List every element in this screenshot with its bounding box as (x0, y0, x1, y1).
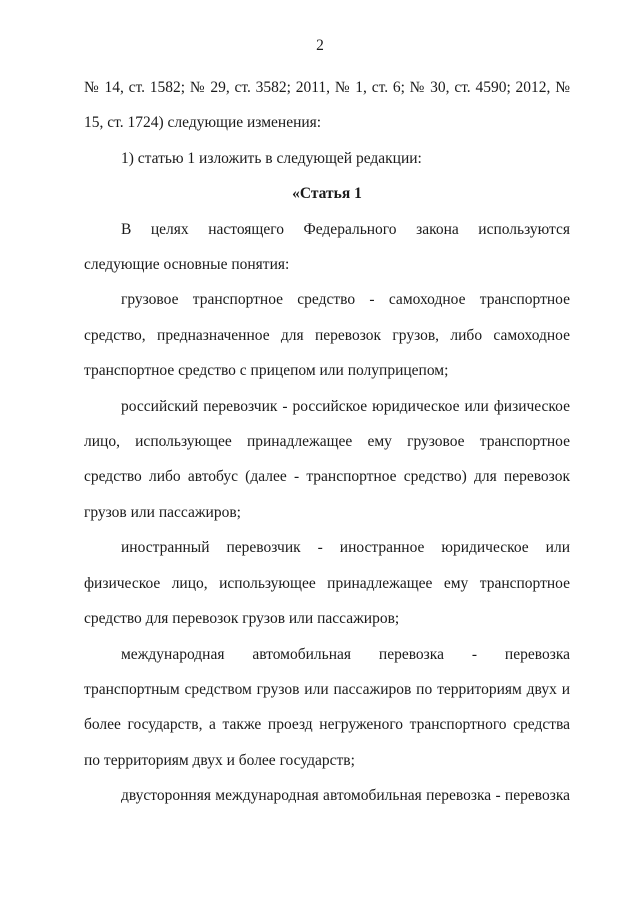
paragraph-definition-cargo-vehicle: грузовое транспортное средство - самоходное транспортное средство, предназначенное для перевозок грузов, либо самоходное транспортное средство с прицепом или полуприцепом; (84, 291, 570, 380)
page-number: 2 (316, 37, 324, 54)
paragraph-definition-international-transport: международная автомобильная перевозка - перевозка транспортным средством грузов или пассажиров по территориям двух и более государств, а также проезд негруженого транспортного средства по территориям двух и более государств; (84, 645, 570, 769)
article-heading: «Статья 1 (292, 185, 362, 203)
paragraph-continuation: № 14, ст. 1582; № 29, ст. 3582; 2011, № 1, ст. 6; № 30, ст. 4590; 2012, № 15, ст. 1724) следующие изменения: (84, 79, 570, 132)
paragraph-definitions-intro: В целях настоящего Федерального закона используются следующие основные понятия: (84, 220, 570, 274)
document-body (84, 70, 570, 814)
paragraph-definition-bilateral-transport: двусторонняя международная автомобильная перевозка - перевозка (121, 787, 570, 805)
paragraph-definition-foreign-carrier: иностранный перевозчик - иностранное юридическое или физическое лицо, использующее принадлежащее ему транспортное средство для перевозок грузов или пассажиров; (84, 539, 570, 628)
paragraph-amendment-intro: 1) статью 1 изложить в следующей редакции: (121, 149, 422, 167)
paragraph-definition-russian-carrier: российский перевозчик - российское юридическое или физическое лицо, использующее принадлежащее ему грузовое транспортное средство либо автобус (далее - транспортное средство) для перевозок грузов или пассажиров; (84, 397, 570, 521)
